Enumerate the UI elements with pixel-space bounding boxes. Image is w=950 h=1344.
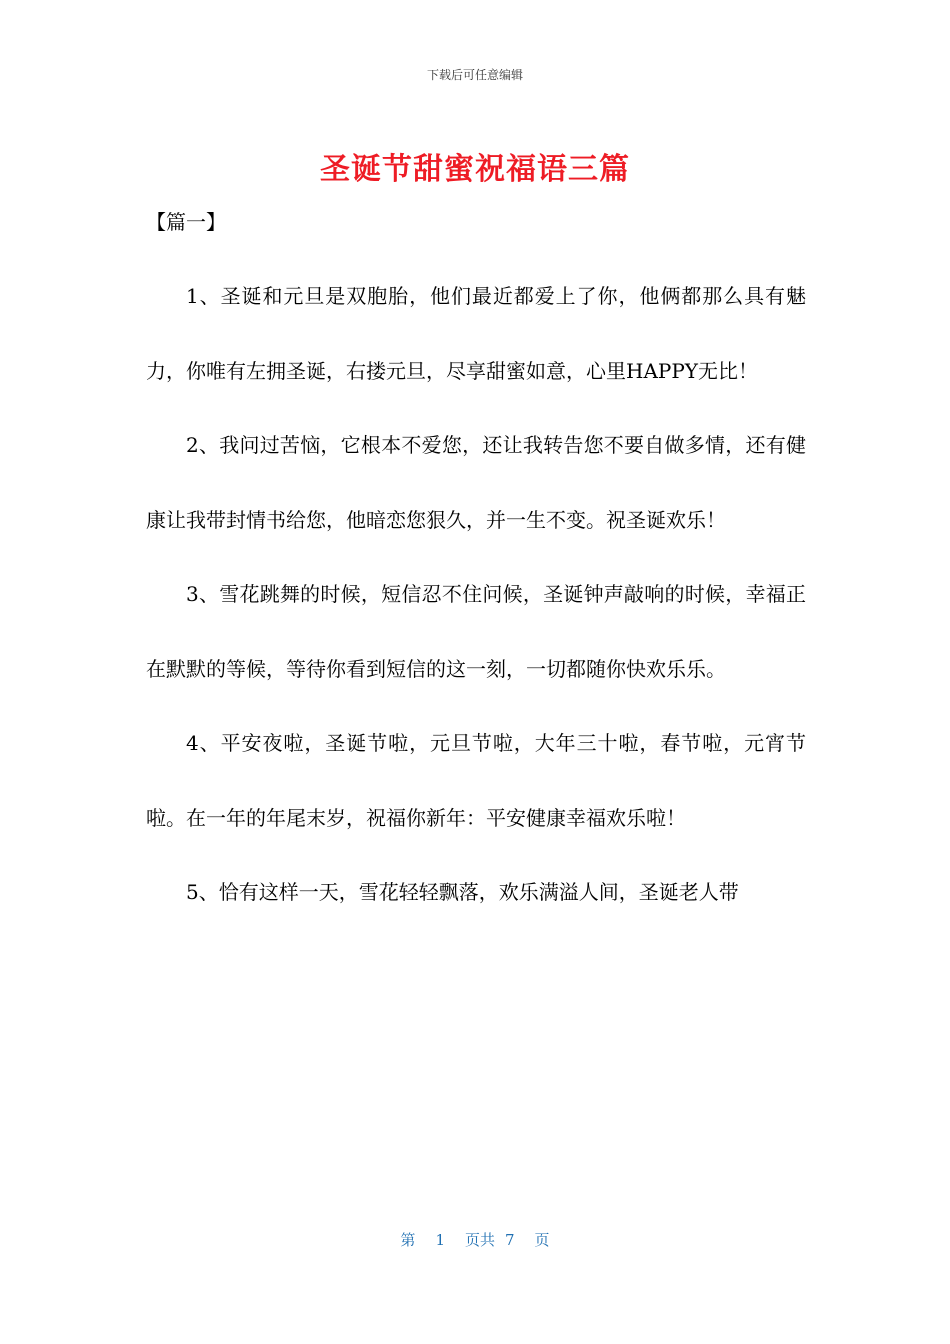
footer-suffix: 页: [534, 1231, 550, 1249]
footer-current-page: 1: [435, 1231, 445, 1249]
paragraph-1: 1、圣诞和元旦是双胞胎，他们最近都爱上了你，他俩都那么具有魅力，你唯有左拥圣诞，右搂元旦，尽享甜蜜如意，心里HAPPY无比！: [146, 284, 806, 383]
footer-total-pages: 7: [505, 1231, 515, 1249]
paragraph-3: 3、雪花跳舞的时候，短信忍不住问候，圣诞钟声敲响的时候，幸福正在默默的等候，等待你看到短信的这一刻，一切都随你快欢乐乐。: [146, 582, 806, 681]
paragraph-2: 2、我问过苦恼，它根本不爱您，还让我转告您不要自做多情，还有健康让我带封情书给您，他暗恋您狠久，并一生不变。祝圣诞欢乐！: [146, 433, 806, 532]
footer-mid: 页共: [464, 1231, 495, 1249]
page-footer: [0, 1229, 950, 1250]
footer-prefix: 第: [400, 1231, 416, 1249]
document-body: [146, 259, 806, 930]
paragraph-4: 4、平安夜啦，圣诞节啦，元旦节啦，大年三十啦，春节啦，元宵节啦。在一年的年尾末岁，祝福你新年：平安健康幸福欢乐啦！: [146, 731, 806, 830]
paragraph-5: 5、恰有这样一天，雪花轻轻飘落，欢乐满溢人间，圣诞老人带: [186, 880, 739, 904]
header-note: 下载后可任意编辑: [426, 68, 523, 82]
document-title: 圣诞节甜蜜祝福语三篇: [320, 152, 630, 187]
section-heading: 【篇一】: [146, 210, 226, 234]
